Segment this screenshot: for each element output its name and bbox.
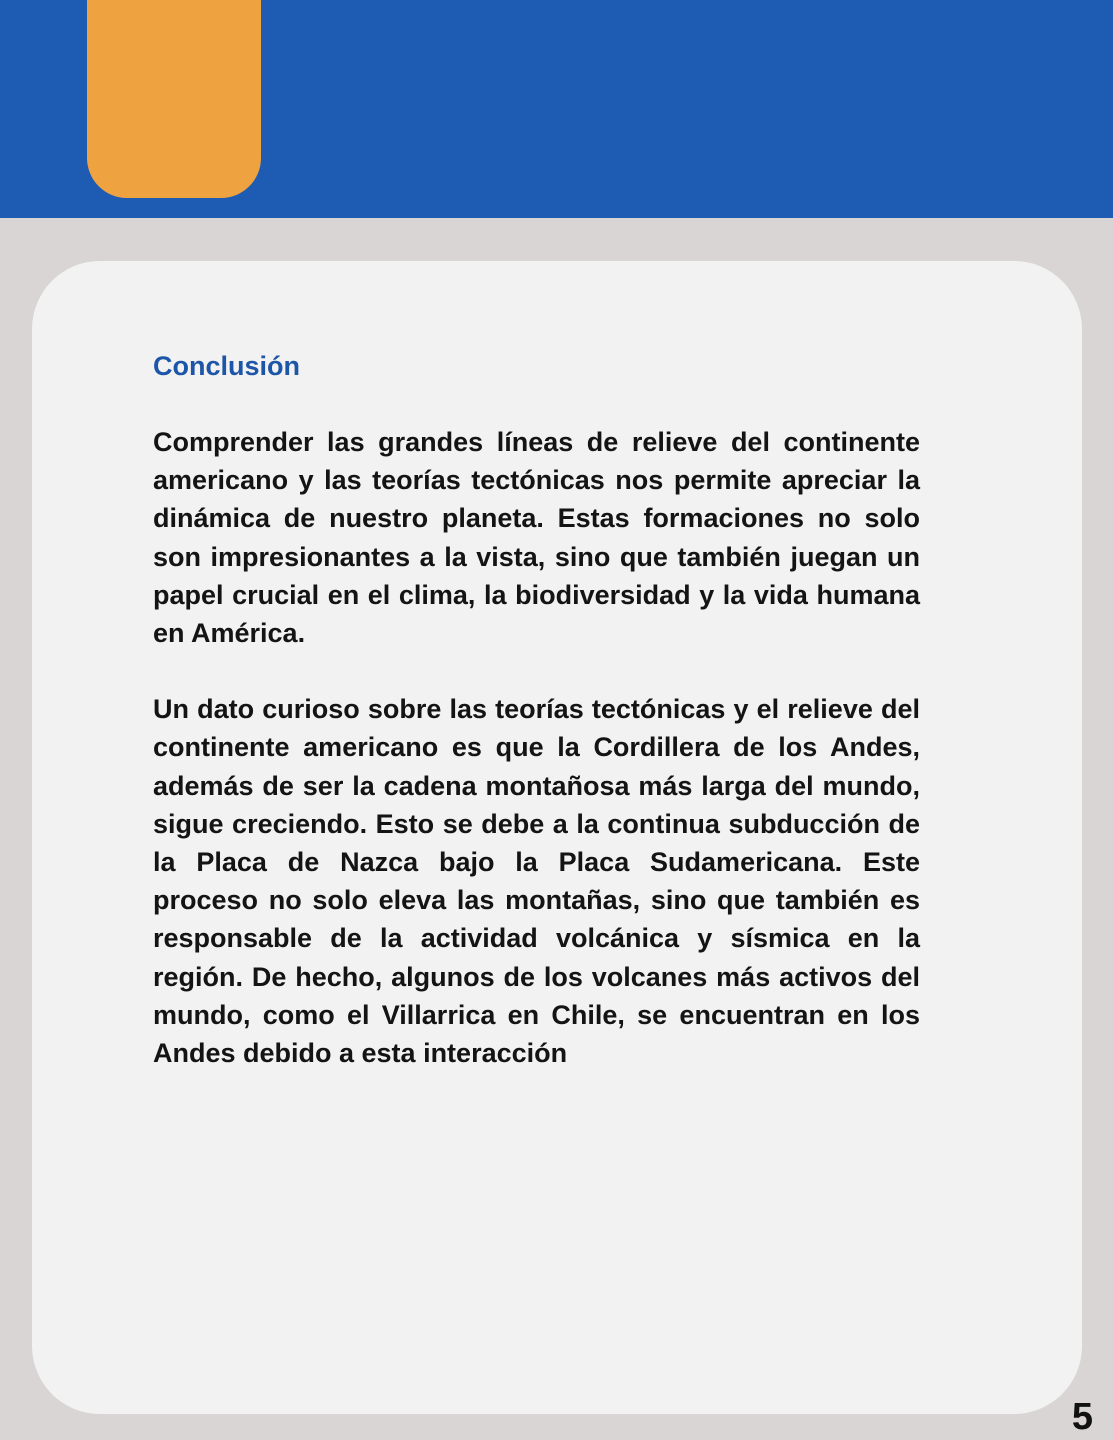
document-body — [153, 346, 920, 1072]
conclusion-paragraph: Comprender las grandes líneas de relieve del continente americano y las teorías tectónicas nos permite apreciar la dinámica de nuestro planeta. Estas formaciones no solo son impresionantes a la vista, sino que también juegan un papel crucial en el clima, la biodiversidad y la vida humana en América. — [153, 427, 920, 649]
page-number: 5 — [1071, 1396, 1093, 1438]
fact-paragraph: Un dato curioso sobre las teorías tectónicas y el relieve del continente americano es que la Cordillera de los Andes, además de ser la cadena montañosa más larga del mundo, sigue creciendo. Esto se debe a la continua subducción de la Placa de Nazca bajo la Placa Sudamericana. Este proceso no solo eleva las montañas, sino que también es responsable de la actividad volcánica y sísmica en la región. De hecho, algunos de los volcanes más activos del mundo, como el Villarrica en Chile, se encuentran en los Andes debido a esta interacción — [153, 694, 920, 1069]
section-heading: Conclusión — [153, 351, 300, 381]
orange-accent-tab — [87, 0, 261, 198]
